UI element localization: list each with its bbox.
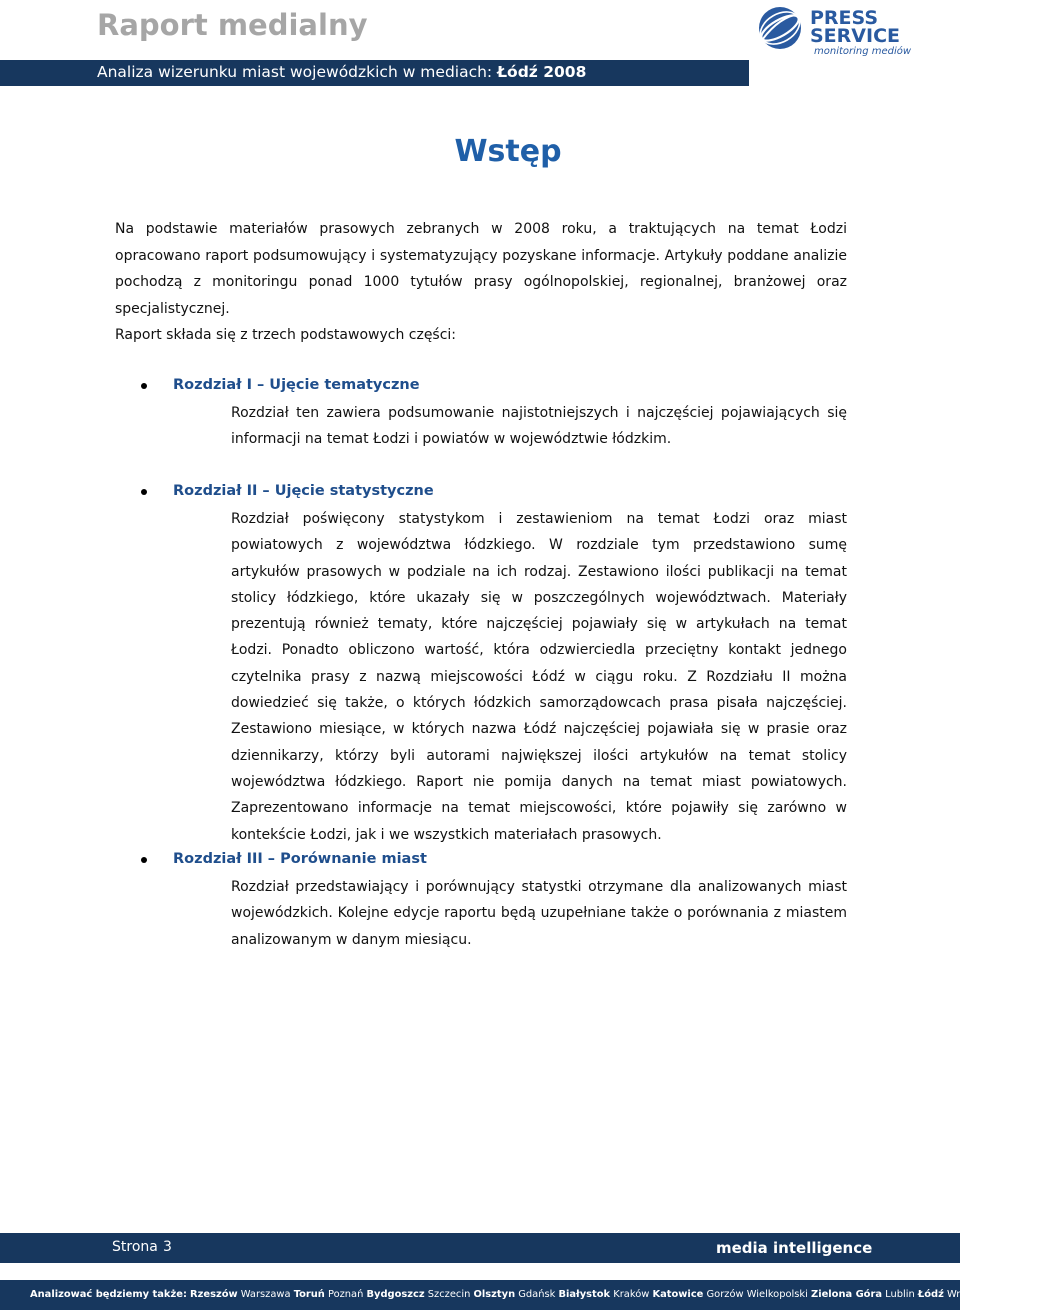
logo-line2: SERVICE (810, 25, 900, 47)
globe-swoosh-icon (755, 5, 805, 50)
city-item: Warszawa (240, 1289, 291, 1300)
bullet-icon (141, 489, 147, 495)
section-body-3: Rozdział przedstawiający i porównujący statystki otrzymane dla analizowanych miast wojewódzkich. Kolejne edycje raportu będą uzupełniane także o porównania z miastem analizowanym w danym miesiącu. (231, 879, 847, 948)
page-label: Strona (112, 1239, 158, 1255)
page-number: 3 (163, 1239, 172, 1255)
logo-line1: PRESS (810, 7, 879, 29)
city-item: Zielona Góra (811, 1289, 882, 1300)
city-item: Bydgoszcz (366, 1289, 425, 1300)
city-item: Gorzów Wielkopolski (706, 1289, 808, 1300)
footer-tagline: media intelligence (716, 1239, 873, 1257)
section-heading-3: Rozdział III – Porównanie miast (173, 851, 427, 867)
header-bar (0, 60, 749, 86)
section-heading-1: Rozdział I – Ujęcie tematyczne (173, 377, 420, 393)
city-item: Łódź (917, 1289, 944, 1300)
logo-line3: monitoring mediów (814, 46, 912, 57)
city-item: Katowice (652, 1289, 704, 1300)
city-item: Toruń (293, 1289, 325, 1300)
header-subtitle-city: Łódź 2008 (497, 63, 587, 81)
lead-paragraph: Raport składa się z trzech podstawowych części: (115, 327, 457, 343)
city-item: Gdańsk (518, 1289, 556, 1300)
city-item: Rzeszów (190, 1289, 238, 1300)
cities-intro: Analizować będziemy także: (30, 1289, 187, 1300)
press-service-logo (756, 4, 946, 58)
section-body-2: Rozdział poświęcony statystykom i zestawieniom na temat Łodzi oraz miast powiatowych z województwa łódzkiego. W rozdziale tym przedstawiono sumę artykułów prasowych w podziale na ich rodzaj. Zestawiono ilości publikacji na temat stolicy łódzkiego, które ukazały się w poszczególnych województwach. Materiały prezentują również tematy, które najczęściej pojawiały się w artykułach na temat Łodzi. Ponadto obliczono wartość, która odzwierciedla przeciętny kontakt jednego czytelnika prasy z nazwą miejscowości Łódź w ciągu roku. Z Rozdziału II można dowiedzieć się także, o których łódzkich samorządowcach prasa pisała najczęściej. Zestawiono miesiące, w których nazwa Łódź najczęściej pojawiała się w prasie oraz dziennikarzy, którzy byli autorami największej ilości artykułów na temat stolicy województwa łódzkiego. Raport nie pomija danych na temat miast powiatowych. Zaprezentowano informacje na temat miejscowości, które pojawiły się zarówno w kontekście Łodzi, jak i we wszystkich materiałach prasowych. (231, 511, 847, 843)
city-item: Kraków (613, 1289, 650, 1300)
city-item: Wrocław (946, 1289, 989, 1300)
bullet-icon (141, 383, 147, 389)
cities-bar (0, 1280, 1057, 1310)
report-title: Raport medialny (97, 8, 368, 42)
intro-paragraph: Na podstawie materiałów prasowych zebranych w 2008 roku, a traktujących na temat Łodzi opracowano raport podsumowujący i systematyzujący pozyskane informacje. Artykuły poddane analizie pochodzą z monitoringu ponad 1000 tytułów prasy ogólnopolskiej, regionalnej, branżowej oraz specjalistycznej. (115, 221, 847, 317)
city-item: Olsztyn (473, 1289, 516, 1300)
cities-list (30, 1280, 1057, 1310)
city-item: Szczecin (427, 1289, 471, 1300)
city-item: Lublin (885, 1289, 915, 1300)
section-heading-2: Rozdział II – Ujęcie statystyczne (173, 483, 434, 499)
page-title: Wstęp (454, 134, 562, 169)
city-item: Białystok (558, 1289, 611, 1300)
bullet-icon (141, 857, 147, 863)
city-item: Opole (991, 1289, 1025, 1300)
header-subtitle: Analiza wizerunku miast wojewódzkich w mediach: Łódź 2008 (97, 63, 587, 81)
city-item: Poznań (327, 1289, 364, 1300)
section-body-1: Rozdział ten zawiera podsumowanie najistotniejszych i najczęściej pojawiających się informacji na temat Łodzi i powiatów w województwie łódzkim. (231, 405, 847, 448)
footer-bar (0, 1233, 960, 1263)
city-item: Kielce (1027, 1289, 1057, 1300)
